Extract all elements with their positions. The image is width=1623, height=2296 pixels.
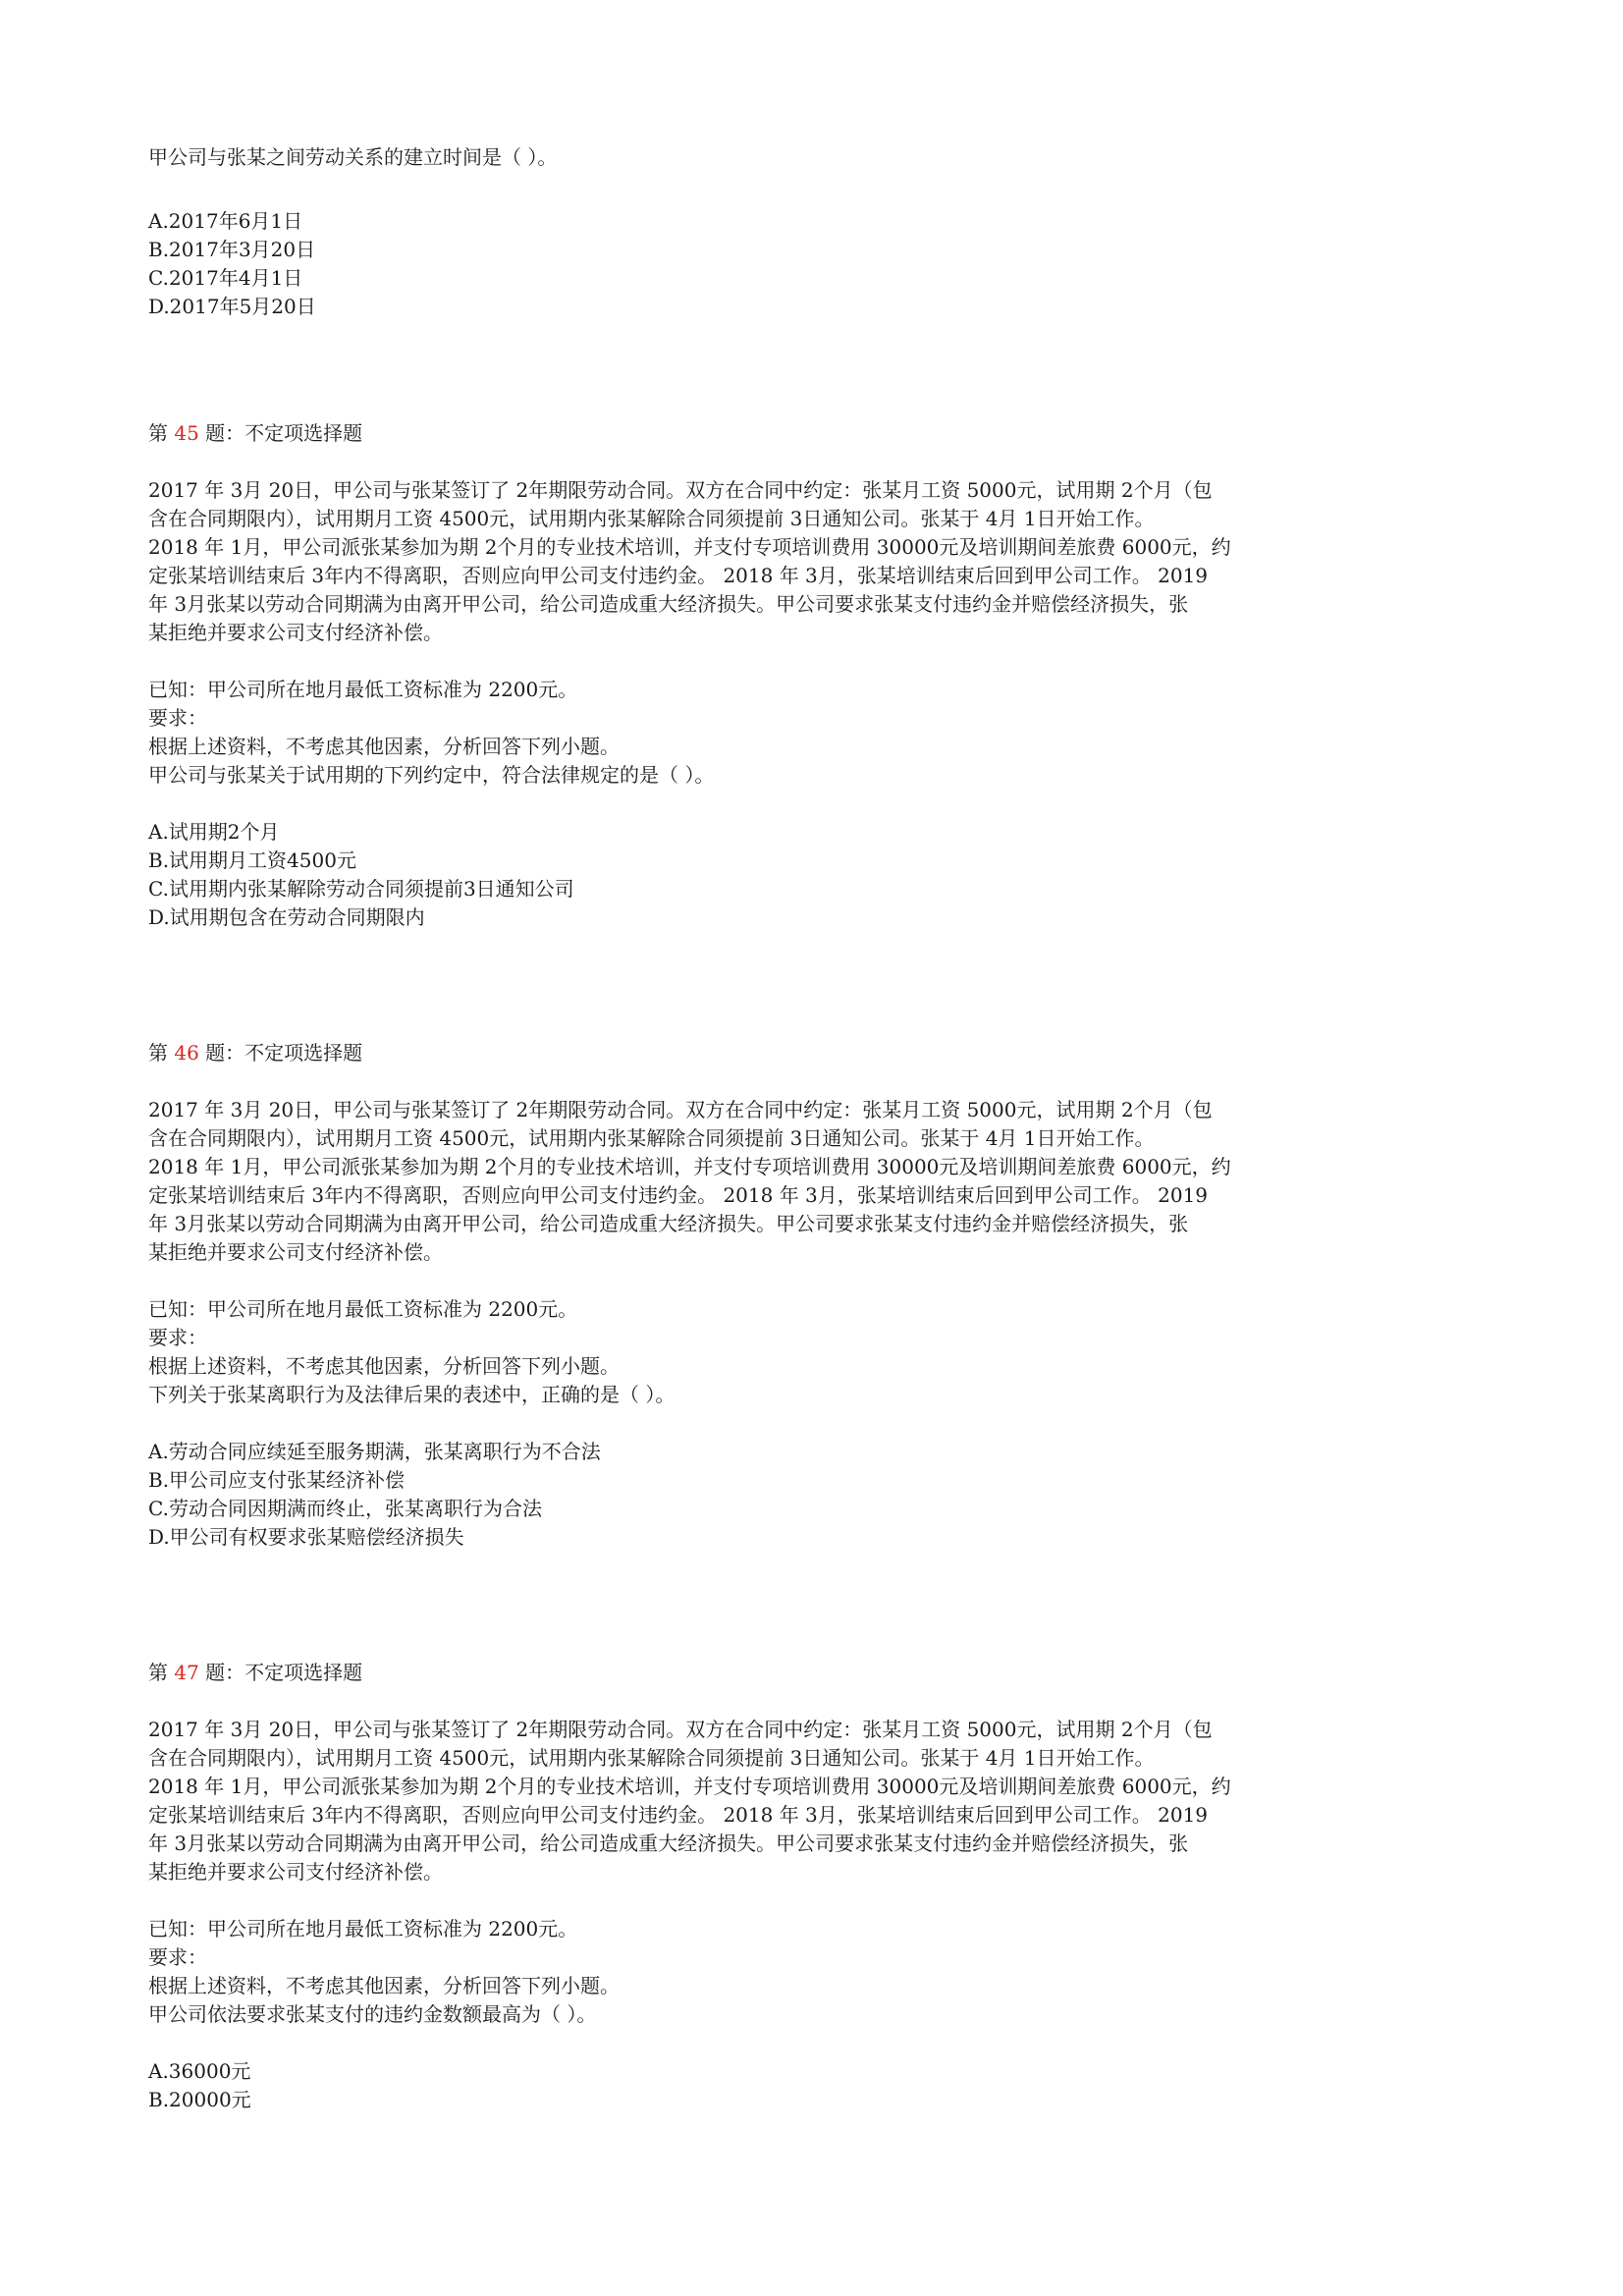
option-c: C.2017年4月1日: [148, 266, 303, 290]
known-line: 已知：甲公司所在地月最低工资标准为 2200元。: [148, 678, 578, 701]
question-prefix: 第: [148, 421, 175, 445]
option-b: B.2017年3月20日: [148, 238, 316, 261]
case-line: 年 3月张某以劳动合同期满为由离开甲公司，给公司造成重大经济损失。甲公司要求张某支付违约金并赔偿经济损失，张: [148, 1831, 1189, 1855]
question-45: [148, 419, 1474, 932]
case-line: 某拒绝并要求公司支付经济补偿。: [148, 1240, 443, 1264]
case-line: 某拒绝并要求公司支付经济补偿。: [148, 621, 443, 644]
case-line: 定张某培训结束后 3年内不得离职，否则应向甲公司支付违约金。 2018 年 3月，张某培训结束后回到甲公司工作。 2019: [148, 1183, 1209, 1207]
instruction-line: 根据上述资料，不考虑其他因素，分析回答下列小题。: [148, 1974, 620, 1997]
option-b: B.甲公司应支付张某经济补偿: [148, 1468, 406, 1492]
case-line: 年 3月张某以劳动合同期满为由离开甲公司，给公司造成重大经济损失。甲公司要求张某支付违约金并赔偿经济损失，张: [148, 592, 1189, 616]
options: [148, 2057, 1474, 2114]
case-line: 2017 年 3月 20日，甲公司与张某签订了 2年期限劳动合同。双方在合同中约定：张某月工资 5000元，试用期 2个月（包: [148, 1098, 1213, 1121]
case-line: 2017 年 3月 20日，甲公司与张某签订了 2年期限劳动合同。双方在合同中约定：张某月工资 5000元，试用期 2个月（包: [148, 1718, 1213, 1741]
case-description: [148, 476, 1474, 647]
case-line: 定张某培训结束后 3年内不得离职，否则应向甲公司支付违约金。 2018 年 3月，张某培训结束后回到甲公司工作。 2019: [148, 1803, 1209, 1827]
requirement-label: 要求：: [148, 1326, 207, 1349]
option-c: C.试用期内张某解除劳动合同须提前3日通知公司: [148, 877, 574, 901]
question-stem: 下列关于张某离职行为及法律后果的表述中，正确的是（ ）。: [148, 1383, 676, 1406]
question-number: 46: [174, 1041, 199, 1065]
question-prefix: 第: [148, 1661, 175, 1684]
option-a: A.劳动合同应续延至服务期满，张某离职行为不合法: [148, 1440, 601, 1463]
intro-question-stem: 甲公司与张某之间劳动关系的建立时间是（ ）。: [148, 145, 558, 169]
requirement-label: 要求：: [148, 706, 207, 730]
question-header: [148, 1659, 1474, 1687]
case-line: 2018 年 1月，甲公司派张某参加为期 2个月的专业技术培训，并支付专项培训费用 30000元及培训期间差旅费 6000元，约: [148, 1775, 1231, 1798]
question-type: 题：不定项选择题: [198, 1041, 363, 1065]
known-conditions: [148, 1295, 1474, 1409]
case-line: 2018 年 1月，甲公司派张某参加为期 2个月的专业技术培训，并支付专项培训费用 30000元及培训期间差旅费 6000元，约: [148, 535, 1231, 559]
instruction-line: 根据上述资料，不考虑其他因素，分析回答下列小题。: [148, 1354, 620, 1378]
question-header: [148, 419, 1474, 448]
question-type: 题：不定项选择题: [198, 1661, 363, 1684]
question-number: 45: [174, 421, 199, 445]
intro-options: [148, 207, 316, 321]
option-a: A.试用期2个月: [148, 820, 280, 844]
known-conditions: [148, 1915, 1474, 2029]
option-b: B.试用期月工资4500元: [148, 848, 356, 872]
options: [148, 1438, 1474, 1552]
option-c: C.劳动合同因期满而终止，张某离职行为合法: [148, 1497, 542, 1520]
case-line: 年 3月张某以劳动合同期满为由离开甲公司，给公司造成重大经济损失。甲公司要求张某支付违约金并赔偿经济损失，张: [148, 1212, 1189, 1235]
question-type: 题：不定项选择题: [198, 421, 363, 445]
question-47: [148, 1659, 1474, 2114]
question-stem: 甲公司与张某关于试用期的下列约定中，符合法律规定的是（ ）。: [148, 763, 715, 787]
case-description: [148, 1096, 1474, 1267]
case-line: 含在合同期限内），试用期月工资 4500元，试用期内张某解除合同须提前 3日通知公司。张某于 4月 1日开始工作。: [148, 1126, 1155, 1150]
case-line: 含在合同期限内），试用期月工资 4500元，试用期内张某解除合同须提前 3日通知公司。张某于 4月 1日开始工作。: [148, 1746, 1155, 1770]
options: [148, 818, 1474, 932]
option-d: D.试用期包含在劳动合同期限内: [148, 905, 425, 929]
case-line: 2017 年 3月 20日，甲公司与张某签订了 2年期限劳动合同。双方在合同中约定：张某月工资 5000元，试用期 2个月（包: [148, 478, 1213, 502]
question-header: [148, 1039, 1474, 1067]
known-line: 已知：甲公司所在地月最低工资标准为 2200元。: [148, 1917, 578, 1941]
question-prefix: 第: [148, 1041, 175, 1065]
known-conditions: [148, 676, 1474, 790]
instruction-line: 根据上述资料，不考虑其他因素，分析回答下列小题。: [148, 735, 620, 758]
case-line: 含在合同期限内），试用期月工资 4500元，试用期内张某解除合同须提前 3日通知公司。张某于 4月 1日开始工作。: [148, 507, 1155, 530]
known-line: 已知：甲公司所在地月最低工资标准为 2200元。: [148, 1297, 578, 1321]
case-line: 2018 年 1月，甲公司派张某参加为期 2个月的专业技术培训，并支付专项培训费用 30000元及培训期间差旅费 6000元，约: [148, 1155, 1231, 1178]
option-d: D.2017年5月20日: [148, 295, 316, 318]
option-d: D.甲公司有权要求张某赔偿经济损失: [148, 1525, 464, 1549]
case-description: [148, 1716, 1474, 1886]
case-line: 某拒绝并要求公司支付经济补偿。: [148, 1860, 443, 1884]
question-stem: 甲公司依法要求张某支付的违约金数额最高为（ ）。: [148, 2002, 597, 2026]
case-line: 定张某培训结束后 3年内不得离职，否则应向甲公司支付违约金。 2018 年 3月，张某培训结束后回到甲公司工作。 2019: [148, 564, 1209, 587]
question-number: 47: [174, 1661, 199, 1684]
requirement-label: 要求：: [148, 1945, 207, 1969]
option-b: B.20000元: [148, 2088, 251, 2111]
question-46: [148, 1039, 1474, 1552]
option-a: A.2017年6月1日: [148, 209, 303, 233]
option-a: A.36000元: [148, 2059, 251, 2083]
